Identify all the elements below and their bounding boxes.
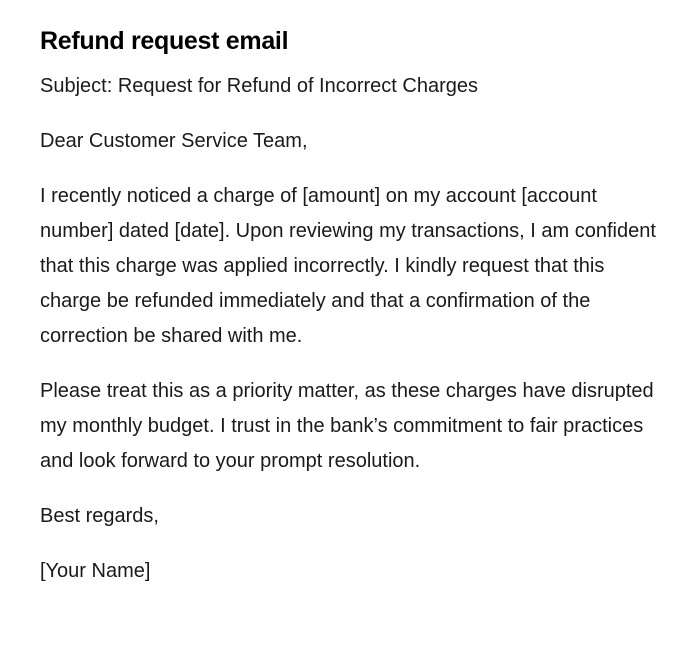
email-paragraph-1: I recently noticed a charge of [amount] on my account [account number] dated [date]. Upon reviewing my transactions, I am confident that this charge was applied incorrectly. I kindly request that this charge be refunded immediately and that a confirmation of the correction be shared with me.	[40, 185, 656, 347]
email-signoff: Best regards,	[40, 505, 159, 527]
document-title: Refund request email	[40, 27, 289, 55]
email-paragraph-2: Please treat this as a priority matter, as these charges have disrupted my monthly budget. I trust in the bank’s commitment to fair practices and look forward to your prompt resolution.	[40, 380, 654, 472]
email-subject: Subject: Request for Refund of Incorrect Charges	[40, 75, 479, 97]
email-greeting: Dear Customer Service Team,	[40, 130, 308, 152]
email-signature: [Your Name]	[40, 560, 151, 582]
